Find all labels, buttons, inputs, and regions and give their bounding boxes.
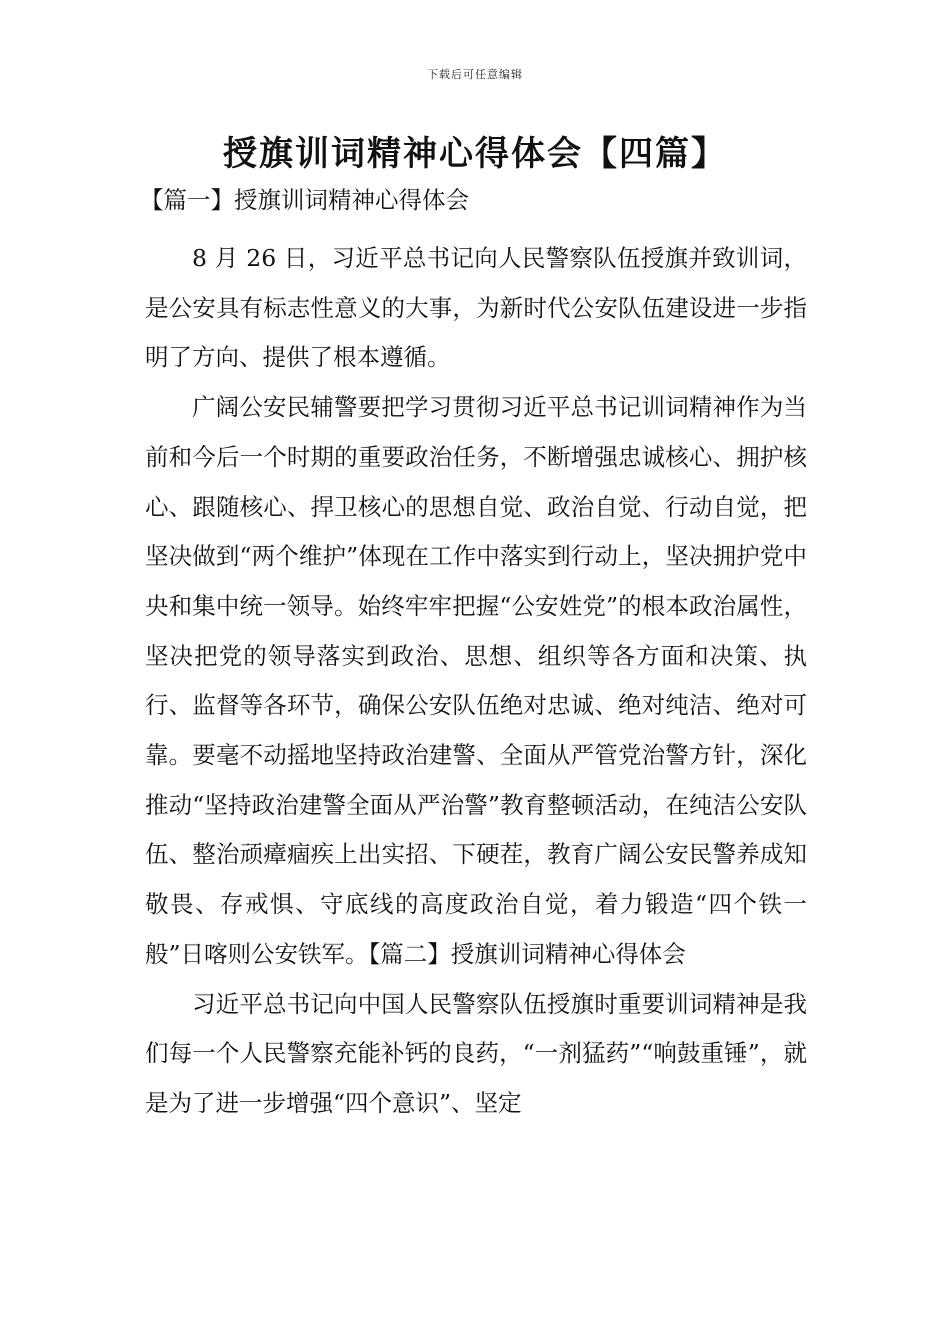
body-text: [145, 234, 807, 1129]
paragraph-3: 习近平总书记向中国人民警察队伍授旗时重要训词精神是我们每一个人民警察充能补钙的良药，“一剂猛药”“响鼓重锤”，就是为了进一步增强“四个意识”、坚定: [145, 989, 807, 1117]
section-heading-1: 【篇一】授旗训词精神心得体会: [140, 186, 469, 214]
paragraph-1: 8 月 26 日，习近平总书记向人民警察队伍授旗并致训词，是公安具有标志性意义的大事，为新时代公安队伍建设进一步指明了方向、提供了根本遵循。: [145, 244, 807, 372]
document-title: 授旗训词精神心得体会【四篇】: [223, 134, 727, 174]
paragraph-2: [145, 383, 807, 979]
paragraph-2-text: 广阔公安民辅警要把学习贯彻习近平总书记训词精神作为当前和今后一个时期的重要政治任务，不断增强忠诚核心、拥护核心、跟随核心、捍卫核心的思想自觉、政治自觉、行动自觉，把坚决做到“两个维护”体现在工作中落实到行动上，坚决拥护党中央和集中统一领导。始终牢牢把握“公安姓党”的根本政治属性，坚决把党的领导落实到政治、思想、组织等各方面和决策、执行、监督等各环节，确保公安队伍绝对忠诚、绝对纯洁、绝对可靠。要毫不动摇地坚持政治建警、全面从严管党治警方针，深化推动“坚持政治建警全面从严治警”教育整顿活动，在纯洁公安队伍、整治顽瘴痼疾上出实招、下硬茬，教育广阔公安民警养成知敬畏、存戒惧、守底线的高度政治自觉，着力锻造“四个铁一般”日喀则公安铁军。: [145, 393, 807, 968]
section-heading-2: 【篇二】授旗训词精神心得体会: [368, 939, 686, 968]
header-note: 下载后可任意编辑: [427, 68, 523, 81]
